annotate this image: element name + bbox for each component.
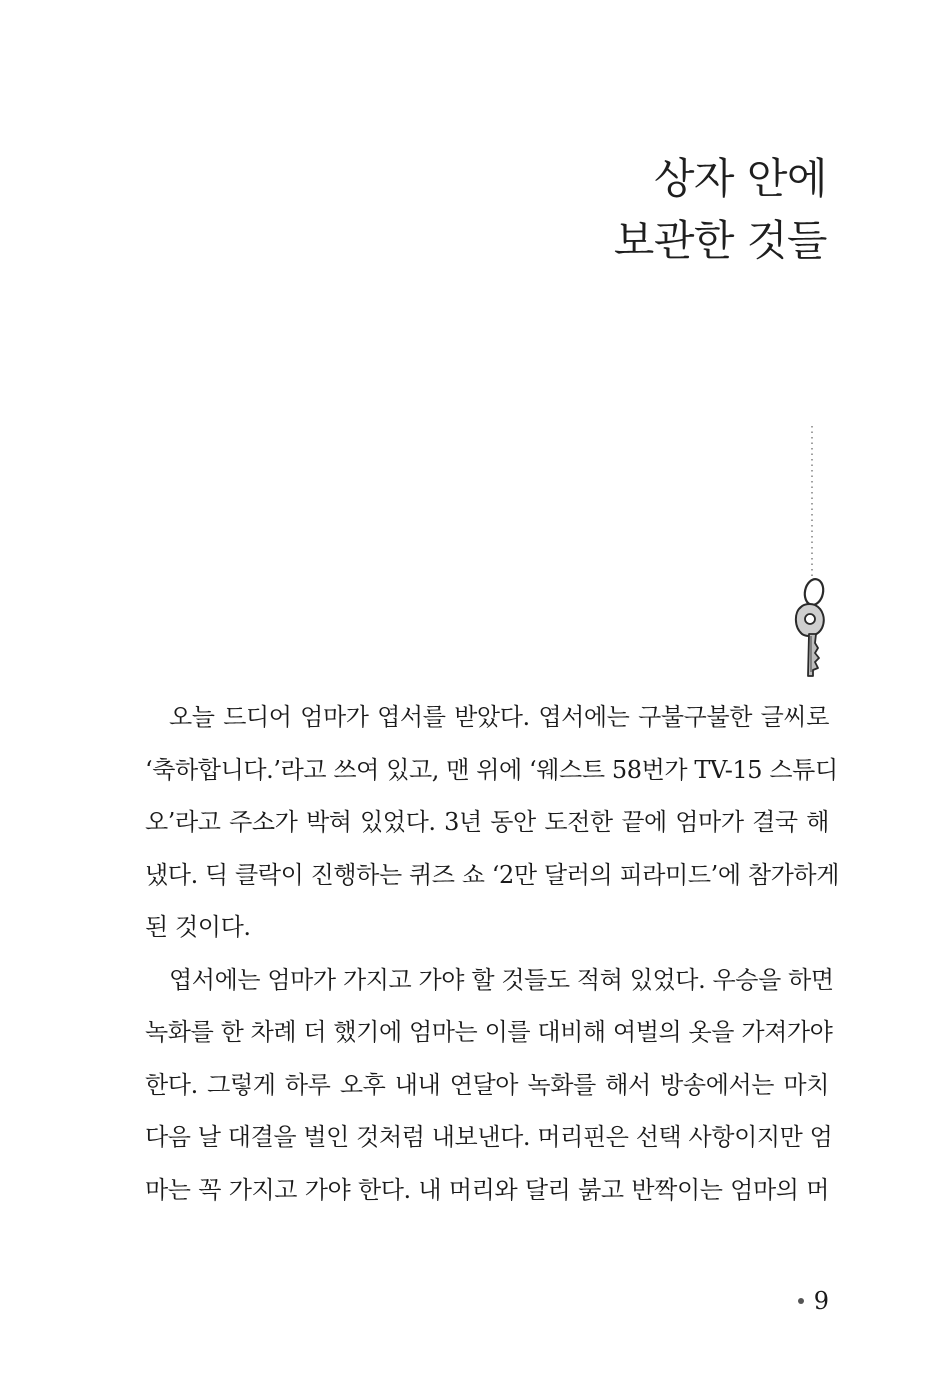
text-line: ‘축하합니다.’라고 쓰여 있고, 맨 위에 ‘웨스트 58번가 TV-15 스튜디: [145, 755, 838, 784]
text-line: 녹화를 한 차례 더 했기에 엄마는 이를 대비해 여벌의 옷을 가져가야: [145, 1018, 833, 1046]
key-icon: [782, 424, 842, 684]
text-line: 오늘 드디어 엄마가 엽서를 받았다. 엽서에는 구불구불한 글씨로: [169, 703, 829, 731]
chapter-title-line-2: 보관한 것들: [613, 216, 827, 265]
bullet-dot-icon: [798, 1298, 804, 1304]
text-line: 마는 꼭 가지고 가야 한다. 내 머리와 달리 붉고 반짝이는 엄마의 머: [145, 1175, 829, 1204]
chapter-title: [614, 148, 827, 272]
page-number-value: 9: [813, 1287, 829, 1315]
text-line: 한다. 그렇게 하루 오후 내내 연달아 녹화를 해서 방송에서는 마치: [145, 1070, 829, 1099]
text-line: 된 것이다.: [145, 913, 251, 941]
body-text: [145, 691, 839, 1216]
chapter-title-line-1: 상자 안에: [653, 154, 827, 203]
text-line: 다음 날 대결을 벌인 것처럼 내보낸다. 머리핀은 선택 사항이지만 엄: [145, 1123, 833, 1151]
text-line: 냈다. 딕 클락이 진행하는 퀴즈 쇼 ‘2만 달러의 피라미드’에 참가하게: [145, 860, 839, 889]
text-line: 엽서에는 엄마가 가지고 가야 할 것들도 적혀 있었다. 우승을 하면: [169, 965, 834, 994]
text-line: 오’라고 주소가 박혀 있었다. 3년 동안 도전한 끝에 엄마가 결국 해: [145, 808, 829, 836]
page-number: [798, 1287, 829, 1315]
